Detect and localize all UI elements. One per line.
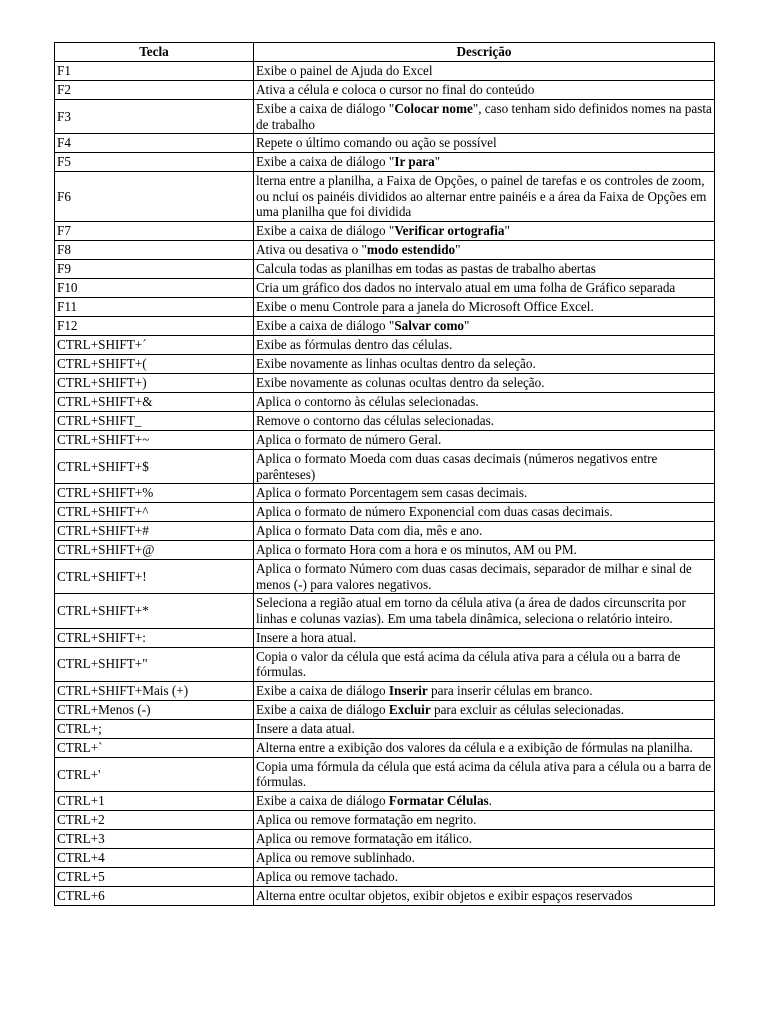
description-segment: Ativa ou desativa o " — [256, 242, 367, 258]
description-bold-segment: modo estendido — [366, 242, 456, 258]
description-segment: Exibe a caixa de diálogo — [256, 793, 389, 809]
description-segment: Exibe a caixa de diálogo — [256, 682, 389, 698]
description-bold-segment: Colocar nome — [394, 101, 473, 116]
description-cell — [254, 700, 715, 719]
table-row — [55, 134, 715, 153]
description-cell — [254, 560, 715, 594]
table-row — [55, 560, 715, 594]
description-segment: Exibe o menu Controle para a janela do Microsoft Office Excel. — [256, 299, 594, 315]
table-row — [55, 867, 715, 886]
key-cell: F7 — [55, 221, 254, 240]
key-cell: F12 — [55, 316, 254, 335]
description-segment: Ativa a célula e coloca o cursor no final do conteúdo — [256, 82, 535, 98]
table-row — [55, 738, 715, 757]
table-row — [55, 522, 715, 541]
description-cell — [254, 867, 715, 886]
key-cell: CTRL+SHIFT+" — [55, 647, 254, 681]
key-cell: CTRL+; — [55, 719, 254, 738]
key-cell: F1 — [55, 62, 254, 81]
description-segment: para excluir as células selecionadas. — [430, 701, 625, 717]
table-row — [55, 221, 715, 240]
table-row — [55, 172, 715, 222]
description-segment: Exibe a caixa de diálogo " — [256, 101, 395, 116]
key-cell: CTRL+5 — [55, 867, 254, 886]
description-cell — [254, 503, 715, 522]
key-cell: CTRL+SHIFT+$ — [55, 449, 254, 483]
description-segment: Aplica o formato Data com dia, mês e ano. — [256, 523, 483, 539]
description-segment: Aplica o formato Moeda com duas casas decimais (números negativos entre parênteses) — [256, 450, 658, 482]
table-header — [55, 43, 715, 62]
header-row — [55, 43, 715, 62]
key-cell: F10 — [55, 278, 254, 297]
key-cell: CTRL+SHIFT+( — [55, 354, 254, 373]
table-row — [55, 503, 715, 522]
table-row — [55, 278, 715, 297]
table-row — [55, 484, 715, 503]
description-cell — [254, 484, 715, 503]
table-row — [55, 791, 715, 810]
description-cell — [254, 411, 715, 430]
description-segment: Aplica o formato de número Geral. — [256, 432, 442, 448]
description-segment: Copia uma fórmula da célula que está acima da célula ativa para a célula ou a barra de fórmulas. — [256, 758, 712, 790]
description-segment: Seleciona a região atual em torno da célula ativa (a área de dados circunscrita por linhas e colunas vazias). Em uma tabela dinâmica, seleciona o relatório inteiro. — [256, 595, 686, 626]
table-row — [55, 700, 715, 719]
description-cell — [254, 719, 715, 738]
header-key: Tecla — [55, 43, 254, 62]
key-cell: CTRL+3 — [55, 829, 254, 848]
description-segment: Aplica ou remove formatação em itálico. — [256, 831, 473, 847]
key-cell: CTRL+SHIFT+@ — [55, 541, 254, 560]
header-description: Descrição — [254, 43, 715, 62]
description-cell — [254, 335, 715, 354]
table-row — [55, 373, 715, 392]
description-segment: Aplica ou remove tachado. — [256, 869, 399, 885]
description-segment: Calcula todas as planilhas em todas as pastas de trabalho abertas — [256, 261, 596, 277]
key-cell: F6 — [55, 172, 254, 222]
description-segment: Exibe as fórmulas dentro das células. — [256, 337, 453, 353]
description-bold-segment: Excluir — [388, 701, 431, 717]
description-segment: Alterna entre ocultar objetos, exibir objetos e exibir espaços reservados — [256, 888, 633, 904]
key-cell: F5 — [55, 153, 254, 172]
description-cell — [254, 541, 715, 560]
description-cell — [254, 594, 715, 628]
description-segment: Aplica o formato de número Exponencial com duas casas decimais. — [256, 504, 613, 520]
description-cell — [254, 757, 715, 791]
description-segment: para inserir células em branco. — [427, 682, 593, 698]
description-segment: Exibe a caixa de diálogo " — [256, 318, 395, 334]
key-cell: CTRL+` — [55, 738, 254, 757]
table-row — [55, 430, 715, 449]
description-segment: Exibe a caixa de diálogo " — [256, 154, 395, 170]
key-cell: CTRL+SHIFT+~ — [55, 430, 254, 449]
key-cell: CTRL+SHIFT+# — [55, 522, 254, 541]
table-row — [55, 647, 715, 681]
table-row — [55, 81, 715, 100]
key-cell: F9 — [55, 259, 254, 278]
description-cell — [254, 628, 715, 647]
description-cell — [254, 392, 715, 411]
description-cell — [254, 430, 715, 449]
table-row — [55, 829, 715, 848]
description-segment: ", caso tenham sido definidos nomes na pasta de trabalho — [256, 101, 712, 132]
description-cell — [254, 316, 715, 335]
key-cell: CTRL+2 — [55, 810, 254, 829]
description-cell — [254, 810, 715, 829]
key-cell: CTRL+' — [55, 757, 254, 791]
description-segment: " — [504, 223, 510, 239]
key-cell: CTRL+SHIFT_ — [55, 411, 254, 430]
table-row — [55, 681, 715, 700]
description-segment: Aplica ou remove sublinhado. — [256, 850, 415, 866]
description-segment: Alterna entre a exibição dos valores da célula e a exibição de fórmulas na planilha. — [256, 739, 693, 755]
description-cell — [254, 829, 715, 848]
table-row — [55, 354, 715, 373]
description-cell — [254, 221, 715, 240]
description-segment: Exibe o painel de Ajuda do Excel — [256, 63, 433, 79]
shortcuts-table — [54, 42, 715, 906]
description-segment: Repete o último comando ou ação se possível — [256, 135, 497, 151]
description-segment: Exibe novamente as linhas ocultas dentro da seleção. — [256, 356, 536, 372]
key-cell: CTRL+SHIFT+^ — [55, 503, 254, 522]
table-row — [55, 392, 715, 411]
table-row — [55, 316, 715, 335]
description-cell — [254, 848, 715, 867]
key-cell: F4 — [55, 134, 254, 153]
description-cell — [254, 647, 715, 681]
description-cell — [254, 681, 715, 700]
key-cell: CTRL+SHIFT+) — [55, 373, 254, 392]
table-row — [55, 62, 715, 81]
description-cell — [254, 373, 715, 392]
description-cell — [254, 153, 715, 172]
description-segment: Remove o contorno das células selecionadas. — [256, 413, 495, 429]
description-cell — [254, 81, 715, 100]
description-bold-segment: Ir para — [394, 154, 435, 170]
description-cell — [254, 62, 715, 81]
table-row — [55, 719, 715, 738]
table-row — [55, 297, 715, 316]
key-cell: CTRL+SHIFT+: — [55, 628, 254, 647]
description-segment: Insere a data atual. — [256, 720, 355, 736]
description-segment: " — [455, 242, 461, 258]
description-cell — [254, 297, 715, 316]
table-body — [55, 62, 715, 906]
description-bold-segment: Formatar Células — [388, 793, 489, 809]
description-segment: Aplica o formato Porcentagem sem casas decimais. — [256, 485, 528, 501]
table-row — [55, 886, 715, 905]
key-cell: F11 — [55, 297, 254, 316]
key-cell: CTRL+SHIFT+Mais (+) — [55, 681, 254, 700]
description-segment: Insere a hora atual. — [256, 629, 357, 645]
key-cell: CTRL+Menos (-) — [55, 700, 254, 719]
description-segment: " — [434, 154, 441, 170]
description-segment: Aplica ou remove formatação em negrito. — [256, 812, 477, 828]
table-row — [55, 848, 715, 867]
table-row — [55, 411, 715, 430]
key-cell: CTRL+SHIFT+% — [55, 484, 254, 503]
description-cell — [254, 354, 715, 373]
table-row — [55, 541, 715, 560]
description-segment: lterna entre a planilha, a Faixa de Opções, o painel de tarefas e os controles de zoom, ou nclui os painéis divididos ao alternar entre painéis e a área da Faixa de Opções em uma planilha que foi dividida — [256, 173, 707, 220]
description-cell — [254, 240, 715, 259]
table-row — [55, 449, 715, 483]
description-cell — [254, 134, 715, 153]
table-row — [55, 259, 715, 278]
description-segment: Exibe a caixa de diálogo " — [256, 223, 395, 239]
description-cell — [254, 449, 715, 483]
description-bold-segment: Inserir — [388, 682, 428, 698]
table-row — [55, 240, 715, 259]
table-row — [55, 757, 715, 791]
description-segment: Exibe novamente as colunas ocultas dentro da seleção. — [256, 375, 545, 391]
key-cell: F2 — [55, 81, 254, 100]
table-row — [55, 335, 715, 354]
description-segment: " — [464, 318, 470, 334]
table-row — [55, 153, 715, 172]
key-cell: CTRL+4 — [55, 848, 254, 867]
key-cell: F8 — [55, 240, 254, 259]
description-cell — [254, 278, 715, 297]
description-cell — [254, 100, 715, 134]
description-segment: Exibe a caixa de diálogo — [256, 701, 389, 717]
description-cell — [254, 738, 715, 757]
description-segment: Aplica o contorno às células selecionadas. — [256, 394, 479, 410]
description-cell — [254, 259, 715, 278]
description-cell — [254, 522, 715, 541]
description-cell — [254, 791, 715, 810]
table-row — [55, 810, 715, 829]
description-segment: Copia o valor da célula que está acima da célula ativa para a célula ou a barra de fórmulas. — [256, 648, 681, 680]
description-segment: Aplica o formato Hora com a hora e os minutos, AM ou PM. — [256, 542, 577, 558]
key-cell: CTRL+SHIFT+* — [55, 594, 254, 628]
table-row — [55, 594, 715, 628]
description-segment: Aplica o formato Número com duas casas decimais, separador de milhar e sinal de menos (-) para valores negativos. — [256, 561, 692, 592]
key-cell: CTRL+SHIFT+´ — [55, 335, 254, 354]
description-cell — [254, 172, 715, 222]
key-cell: F3 — [55, 100, 254, 134]
key-cell: CTRL+1 — [55, 791, 254, 810]
key-cell: CTRL+SHIFT+! — [55, 560, 254, 594]
description-bold-segment: Salvar como — [394, 318, 465, 334]
description-bold-segment: Verificar ortografia — [394, 223, 505, 239]
description-cell — [254, 886, 715, 905]
table-row — [55, 628, 715, 647]
description-segment: . — [488, 793, 492, 809]
key-cell: CTRL+6 — [55, 886, 254, 905]
description-segment: Cria um gráfico dos dados no intervalo atual em uma folha de Gráfico separada — [256, 280, 676, 296]
key-cell: CTRL+SHIFT+& — [55, 392, 254, 411]
table-row — [55, 100, 715, 134]
